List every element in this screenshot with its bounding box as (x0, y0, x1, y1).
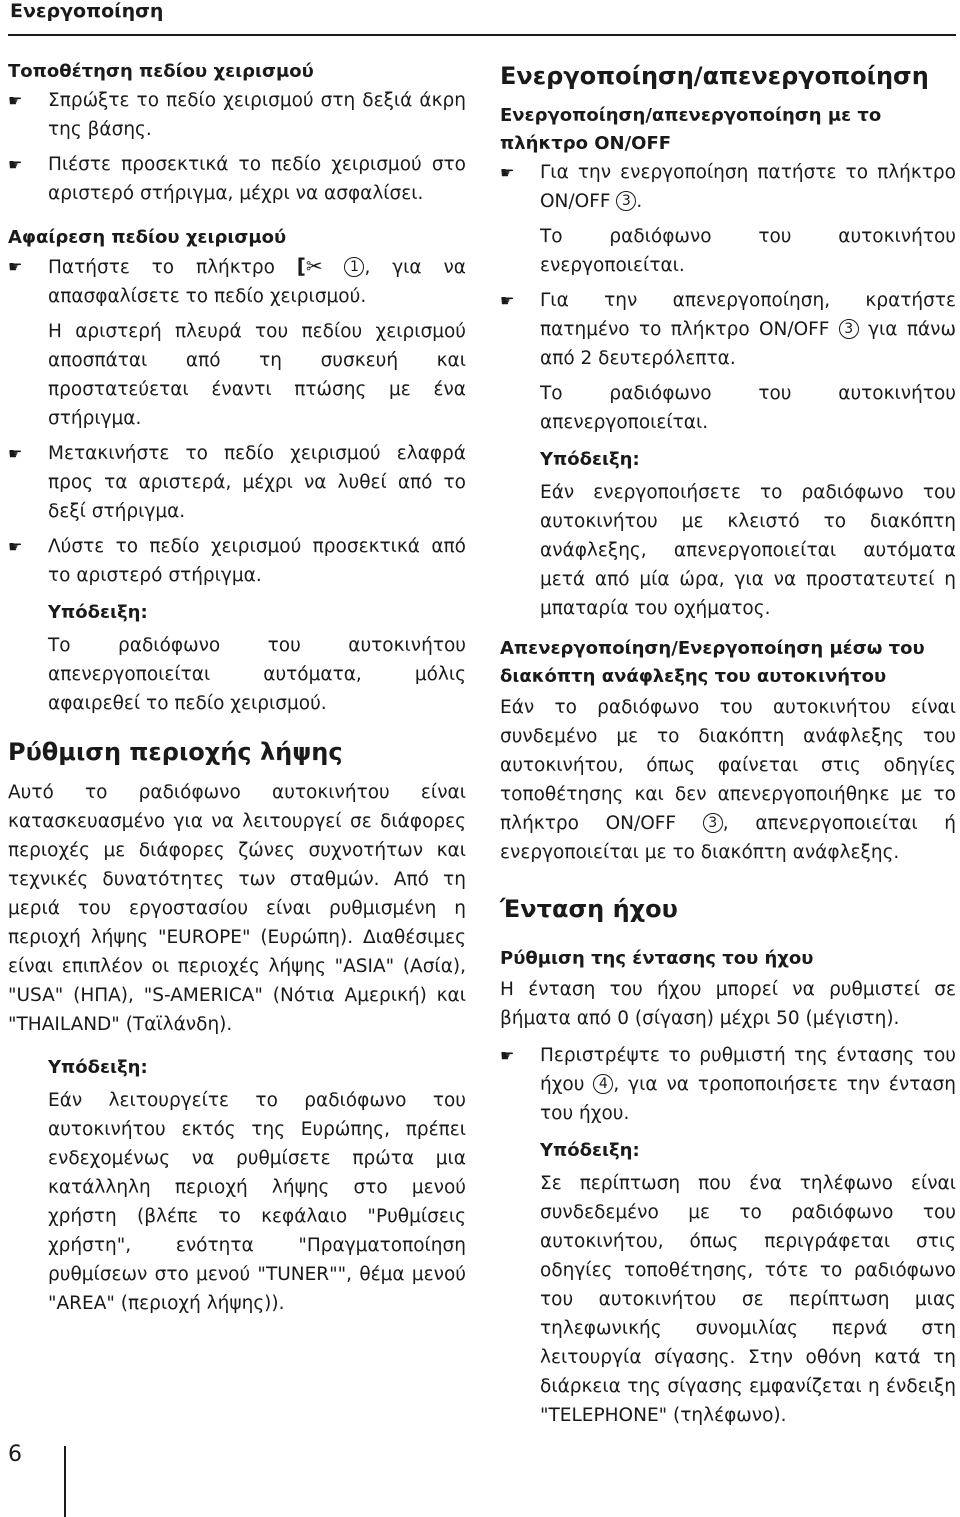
release-key-icon: [✂ (296, 254, 323, 278)
callout-number: 3 (703, 813, 723, 833)
callout-number: 4 (593, 1074, 613, 1094)
running-header: Ενεργοποίηση (10, 0, 164, 22)
header-rule (8, 34, 956, 36)
volume-subheading: Ρύθμιση της έντασης του ήχου (500, 948, 814, 969)
bullet-step: ☛ Περιστρέψτε το ρυθμιστή της έντασης του ήχου 4 , για να τροποποιήσετε την ένταση του ήχου. (500, 1041, 956, 1128)
note-label: Υπόδειξη: (540, 1140, 640, 1161)
bullet-step: ☛ Για την ενεργοποίηση πατήστε το πλήκτρο ON/OFF 3 . (500, 158, 956, 216)
pointing-hand-icon: ☛ (8, 537, 23, 556)
bullet-step: ☛ Για την απενεργοποίηση, κρατήστε πατημένο το πλήκτρο ON/OFF 3 για πάνω από 2 δευτερόλεπτα. (500, 286, 956, 373)
remove-heading: Αφαίρεση πεδίου χειρισμού (8, 227, 287, 248)
onoff-subheading: Ενεργοποίηση/απενεργοποίηση με το πλήκτρο ON/OFF (500, 105, 882, 154)
bullet-step: ☛ Λύστε το πεδίο χειρισμού προσεκτικά από το αριστερό στήριγμα. (8, 532, 466, 590)
region-heading: Ρύθμιση περιοχής λήψης (8, 738, 343, 766)
note-text: Το ραδιόφωνο του αυτοκινήτου απενεργοποιείται αυτόματα, μόλις αφαιρεθεί το πεδίο χειρισμού. (48, 635, 466, 714)
bullet-step: ☛ Σπρώξτε το πεδίο χειρισμού στη δεξιά άκρη της βάσης. (8, 86, 466, 144)
bullet-step: ☛ Μετακινήστε το πεδίο χειρισμού ελαφρά προς τα αριστερά, μέχρι να λυθεί από το δεξί στήριγμα. (8, 439, 466, 526)
callout-number: 1 (344, 257, 364, 277)
bullet-step: ☛ Πατήστε το πλήκτρο [✂ 1 , για να απασφαλίσετε το πεδίο χειρισμού. (8, 254, 466, 307)
step-result: Το ραδιόφωνο του αυτοκινήτου απενεργοποιείται. (540, 383, 956, 433)
pointing-hand-icon: ☛ (8, 444, 23, 463)
install-heading: Τοποθέτηση πεδίου χειρισμού (8, 61, 314, 82)
region-body: Αυτό το ραδιόφωνο αυτοκινήτου είναι κατασκευασμένο για να λειτουργεί σε διάφορες περιοχές με διάφορες ζώνες συχνοτήτων και τεχνικές δυνατότητες των σταθμών. Από τη μεριά του εργοστασίου είναι ρυθμισμένη η περιοχή λήψης "EUROPE" (Ευρώπη). Διαθέσιμες είναι επιπλέον οι περιοχές λήψης "ASIA" (Ασία), "USA" (ΗΠΑ), "S-AMERICA" (Νότια Αμερική) και "THAILAND" (Ταϊλάνδη). (8, 782, 466, 1035)
pointing-hand-icon: ☛ (500, 1046, 515, 1065)
note-label: Υπόδειξη: (48, 1057, 148, 1078)
note-text: Εάν λειτουργείτε το ραδιόφωνο του αυτοκινήτου εκτός της Ευρώπης, πρέπει ενδεχομένως να ρυθμίσετε πρώτα μια κατάλληλη περιοχή λήψης στο μενού χρήστη (βλέπε το κεφάλαιο "Ρυθμίσεις χρήστη", ενότητα "Πραγματοποίηση ρυθμίσεων στο μενού "TUNER"", θέμα μενού "AREA" (περιοχή λήψης)). (48, 1090, 466, 1314)
pointing-hand-icon: ☛ (8, 155, 23, 174)
callout-number: 3 (839, 319, 859, 339)
pointing-hand-icon: ☛ (8, 257, 23, 276)
pointing-hand-icon: ☛ (500, 163, 515, 182)
bullet-step: ☛ Πιέστε προσεκτικά το πεδίο χειρισμού στο αριστερό στήριγμα, μέχρι να ασφαλίσει. (8, 150, 466, 208)
callout-number: 3 (616, 191, 636, 211)
note-label: Υπόδειξη: (48, 602, 148, 623)
page-number: 6 (8, 1442, 22, 1467)
onoff-heading: Ενεργοποίηση/απενεργοποίηση (500, 62, 929, 90)
left-column (8, 58, 466, 1318)
ignition-body: Εάν το ραδιόφωνο του αυτοκινήτου είναι συνδεμένο με το διακόπτη ανάφλεξης του αυτοκινήτου, όπως φαίνεται στις οδηγίες τοποθέτησης και δεν απενεργοποιήθηκε με το πλήκτρο ON/OFF 3 , απενεργοποιείται ή ενεργοποιείται με το διακόπτη ανάφλεξης. (500, 697, 956, 863)
footer-rule (64, 1446, 66, 1517)
volume-body: Η ένταση του ήχου μπορεί να ρυθμιστεί σε βήματα από 0 (σίγαση) μέχρι 50 (μέγιστη). (500, 979, 956, 1029)
pointing-hand-icon: ☛ (8, 91, 23, 110)
step-result: Το ραδιόφωνο του αυτοκινήτου ενεργοποιείται. (540, 226, 956, 276)
right-column (500, 60, 956, 1430)
note-text: Σε περίπτωση που ένα τηλέφωνο είναι συνδεδεμένο με το ραδιόφωνο του αυτοκινήτου, όπως περιγράφεται στις οδηγίες τοποθέτησης, τότε το ραδιόφωνο του αυτοκινήτου σε περίπτωση μιας τηλεφωνικής συνομιλίας περνά στη λειτουργία σίγασης. Στην οθόνη κατά τη διάρκεια της σίγασης εμφανίζεται η ένδειξη "TELEPHONE" (τηλέφωνο). (540, 1173, 956, 1426)
pointing-hand-icon: ☛ (500, 291, 515, 310)
volume-heading: Ένταση ήχου (500, 895, 678, 923)
note-label: Υπόδειξη: (540, 449, 640, 470)
ignition-subheading: Απενεργοποίηση/Ενεργοποίηση μέσω του διακόπτη ανάφλεξης του αυτοκινήτου (500, 638, 925, 687)
step-note: Η αριστερή πλευρά του πεδίου χειρισμού αποσπάται από τη συσκευή και προστατεύεται έναντι πτώσης με ένα στήριγμα. (48, 321, 466, 429)
note-text: Εάν ενεργοποιήσετε το ραδιόφωνο του αυτοκινήτου με κλειστό το διακόπτη ανάφλεξης, απενεργοποιείται αυτόματα μετά από μία ώρα, για να προστατευτεί η μπαταρία του οχήματος. (540, 482, 956, 619)
